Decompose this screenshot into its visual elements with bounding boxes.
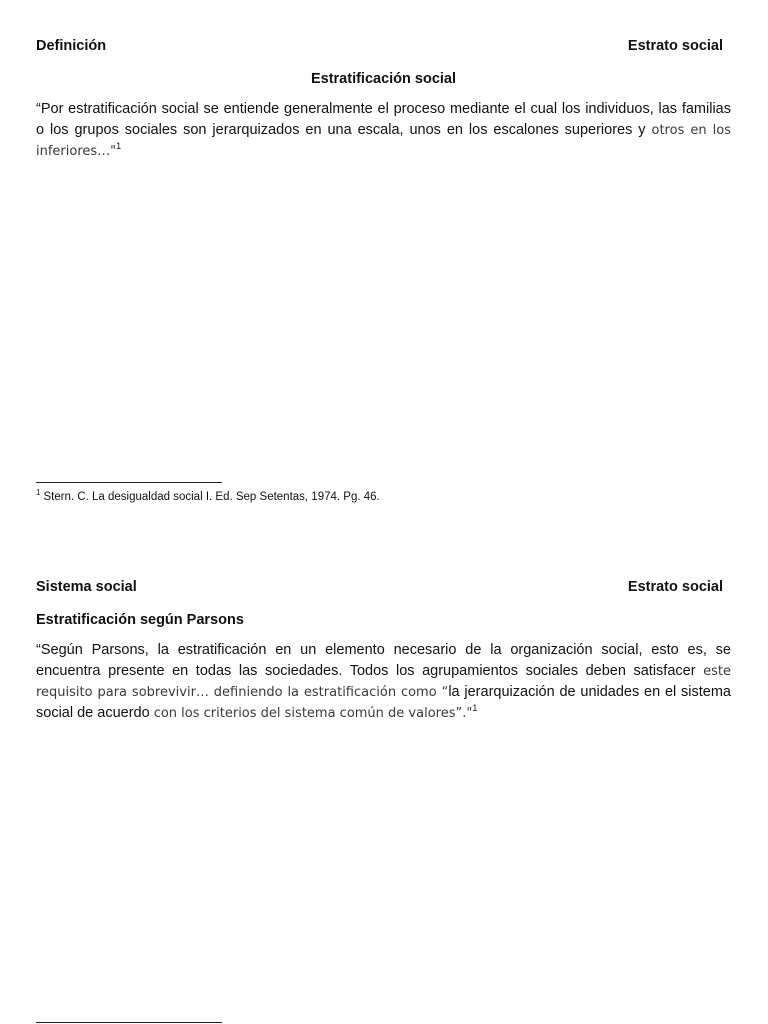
footnote-divider [36, 482, 222, 483]
section-header [36, 577, 731, 597]
right-heading: Estrato social [627, 38, 723, 54]
section-title: Estratificación social [310, 71, 457, 87]
quote-text-part1: “Según Parsons, la estratificación en un elemento necesario de la organización social, esto es, se encuentra presente en todas las sociedades. Todos los agrupamientos sociales deben satisfacer [36, 642, 731, 679]
section-definicion [36, 36, 731, 177]
quote-soft-text: otros en los inferiores…" [36, 123, 732, 159]
right-heading: Estrato social [627, 579, 723, 595]
left-heading: Definición [36, 38, 107, 54]
footnote-text: Stern. C. La desigualdad social I. Ed. Sep Setentas, 1974. Pg. 46. [43, 491, 380, 503]
section-sistema-social [36, 577, 731, 739]
footnote-marker: 1 [36, 488, 41, 498]
quote-paragraph [36, 640, 731, 724]
quote-paragraph [36, 99, 731, 162]
footnote-reference[interactable]: 1 [116, 141, 122, 152]
section-header [36, 36, 731, 56]
footnote-reference[interactable]: 1 [472, 703, 478, 714]
section-title: Estratificación según Parsons [36, 612, 244, 628]
footnote-divider [36, 1022, 222, 1023]
quote-text-part4: con los criterios del sistema común de valores”." [153, 706, 473, 721]
quote-text-part2: este requisito para sobrevivir… definiendo la estratificación como “ [36, 664, 731, 700]
quote-main-text: “Por estratificación social se entiende generalmente el proceso mediante el cual los individuos, las familias o los grupos sociales son jerarquizados en una escala, unos en los escalones superiores y [36, 101, 731, 138]
left-heading: Sistema social [36, 579, 137, 595]
footnote [36, 489, 380, 505]
quote-text-part3: la jerarquización de unidades en el sistema social de acuerdo [36, 684, 731, 721]
